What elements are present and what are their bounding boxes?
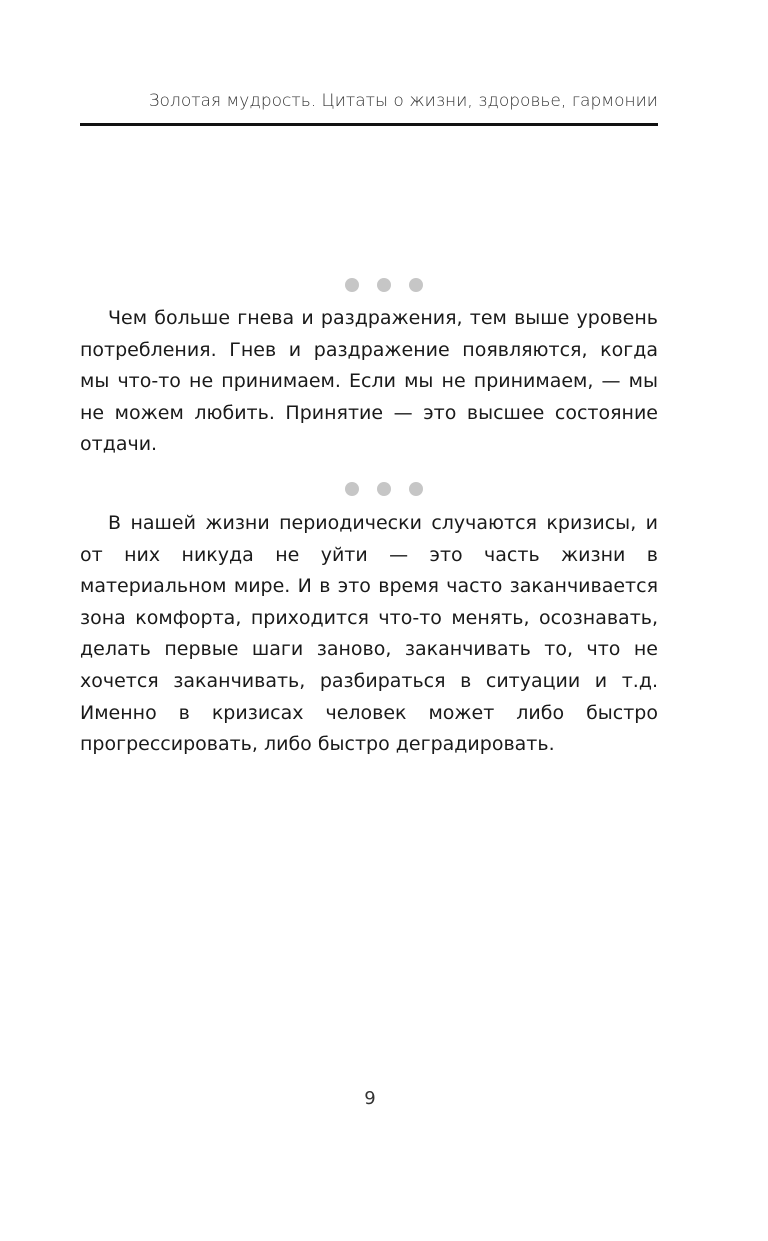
running-header: Золотая мудрость. Цитаты о жизни, здоровье, гармонии xyxy=(148,91,658,111)
header-rule xyxy=(80,123,658,126)
separator-dot xyxy=(377,482,391,496)
paragraph-text: В нашей жизни периодически случаются кризисы, и от них никуда не уйти — это часть жизни в материальном мире. И в это время часто заканчивается зона комфорта, приходится что-то менять, осознавать, делать первые шаги заново, заканчивать то, что не хочется заканчивать, разбираться в ситуации и т.д. Именно в кризисах человек может либо быстро прогрессировать, либо быстро деградировать. xyxy=(80,512,658,756)
paragraph xyxy=(80,303,658,461)
separator-dot xyxy=(345,482,359,496)
separator-dot xyxy=(345,278,359,292)
section-separator xyxy=(0,481,768,500)
paragraph xyxy=(80,508,658,761)
page-number: 9 xyxy=(364,1088,376,1109)
separator-dot xyxy=(409,482,423,496)
paragraph-text: Чем больше гнева и раздражения, тем выше уровень потребления. Гнев и раздражение появляются, когда мы что-то не принимаем. Если мы не принимаем, — мы не можем любить. Принятие — это высшее состояние отдачи. xyxy=(80,307,658,456)
separator-dot xyxy=(409,278,423,292)
separator-dot xyxy=(377,278,391,292)
section-separator xyxy=(0,277,768,296)
